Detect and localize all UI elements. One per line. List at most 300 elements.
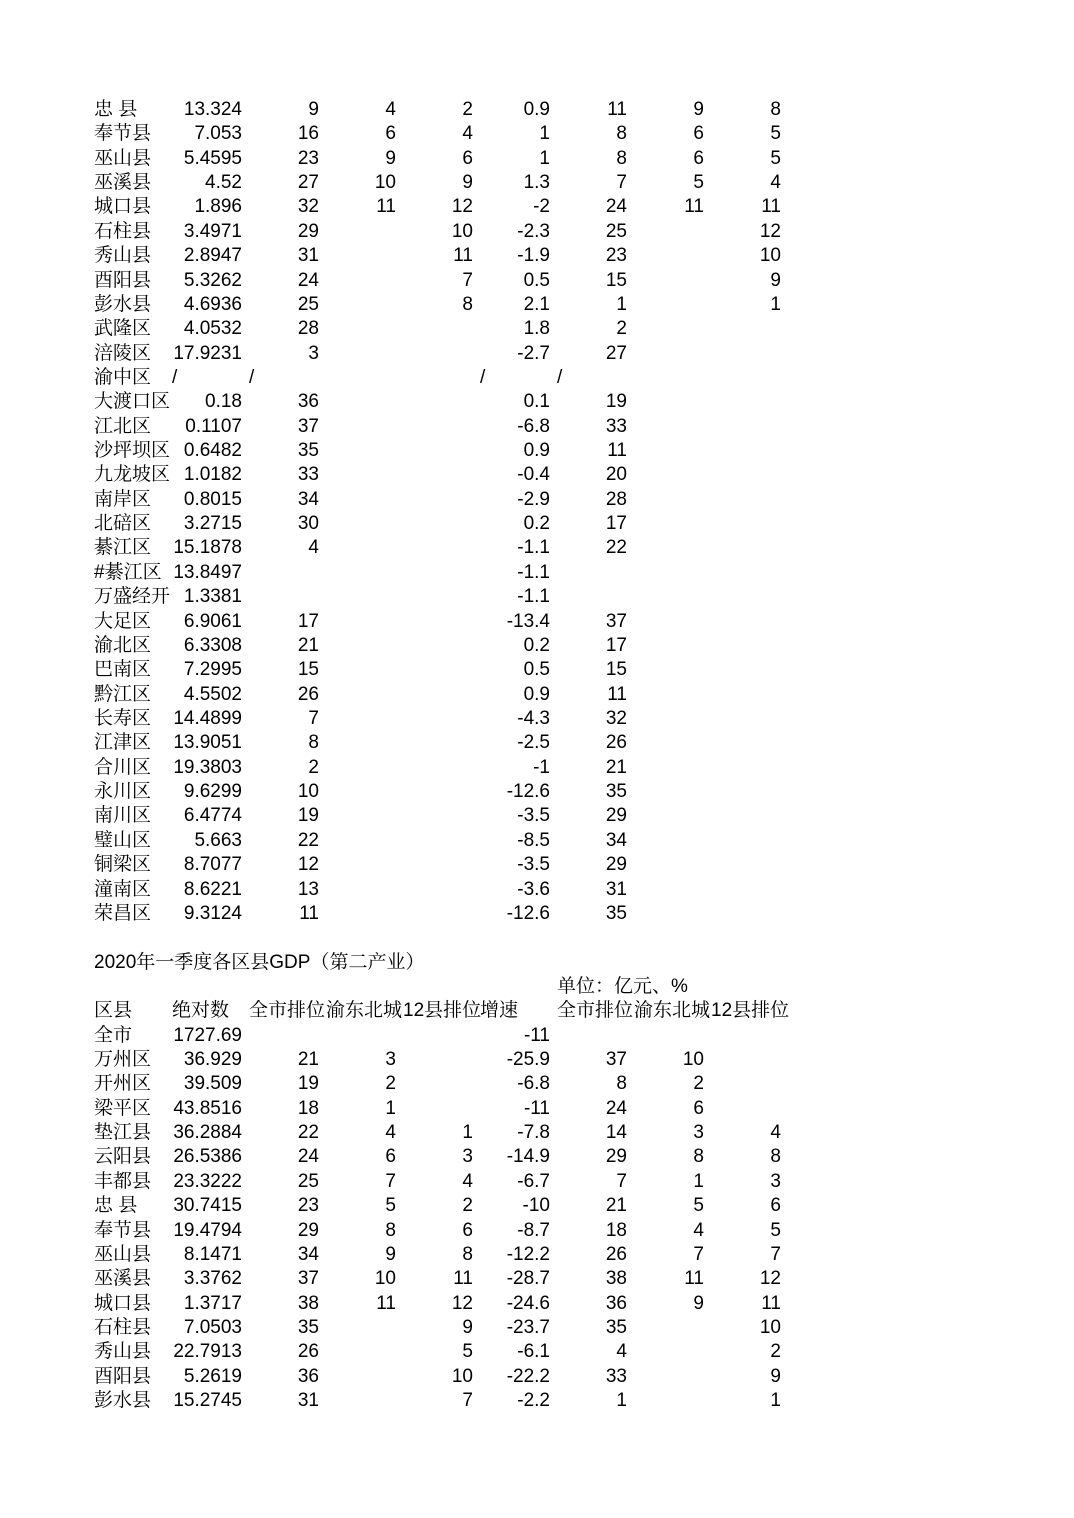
growth-rate: -2 [533, 196, 550, 218]
district-name: 大足区 [94, 610, 152, 632]
growth-city-rank: 33 [605, 1365, 627, 1387]
table-row [91, 536, 791, 560]
county12-rank [400, 561, 477, 585]
county12-rank [400, 878, 477, 902]
growth-rate: -0.4 [517, 464, 550, 486]
growth-city-rank: 32 [605, 707, 627, 729]
growth-northeast-rank [631, 561, 708, 585]
table-row [91, 98, 791, 122]
growth-city-rank: 26 [605, 1243, 627, 1265]
table-row [91, 122, 791, 146]
northeast-rank: 11 [376, 196, 396, 218]
district-name: 沙坪坝区 [94, 440, 171, 462]
absolute-value: 13.324 [183, 99, 242, 120]
growth-city-rank [554, 1024, 631, 1048]
growth-rate: -1.9 [517, 245, 550, 267]
growth-rate: 0.5 [523, 659, 550, 681]
growth-rate: 1.3 [523, 172, 550, 194]
growth-northeast-rank [631, 780, 708, 804]
growth-city-rank: 20 [605, 464, 627, 486]
growth-city-rank: 29 [605, 1146, 627, 1168]
city-rank: 21 [297, 634, 319, 656]
city-rank: 24 [297, 1146, 319, 1168]
growth-county12-rank [708, 439, 785, 463]
county12-rank: 12 [451, 196, 473, 218]
growth-county12-rank [708, 1024, 785, 1048]
absolute-value: 1.0182 [183, 464, 242, 486]
growth-city-rank: 18 [605, 1219, 627, 1241]
northeast-rank [323, 1024, 400, 1048]
district-name: 彭水县 [94, 293, 152, 315]
northeast-rank [323, 902, 400, 926]
table-row [91, 147, 791, 171]
table-row [91, 1267, 791, 1291]
growth-city-rank: 21 [605, 1195, 627, 1217]
absolute-value: 0.1107 [185, 415, 242, 437]
growth-county12-rank [708, 463, 785, 487]
growth-county12-rank: 9 [770, 1365, 781, 1387]
table-row [91, 1048, 791, 1072]
table-row [91, 1243, 791, 1267]
absolute-value: 26.5386 [173, 1146, 242, 1168]
county12-rank [400, 1072, 477, 1096]
district-name: 巫溪县 [94, 172, 152, 194]
northeast-rank [323, 829, 400, 853]
district-name: 梁平区 [94, 1097, 152, 1119]
growth-rate: -6.8 [517, 1073, 550, 1095]
growth-northeast-rank [631, 390, 708, 414]
growth-northeast-rank [631, 415, 708, 439]
growth-northeast-rank [631, 731, 708, 755]
county12-rank [400, 512, 477, 536]
district-name: 云阳县 [94, 1146, 152, 1168]
growth-county12-rank: 11 [761, 1292, 781, 1314]
northeast-rank: 11 [376, 1292, 396, 1314]
growth-rate: 1 [539, 123, 550, 145]
section2-table [91, 1024, 791, 1414]
county12-rank: 9 [462, 172, 473, 194]
growth-northeast-rank [631, 1024, 708, 1048]
table-row [91, 1365, 791, 1389]
table-row [91, 439, 791, 463]
county12-rank [400, 610, 477, 634]
growth-rate: -12.6 [506, 781, 550, 803]
district-name: 垫江县 [94, 1122, 152, 1144]
growth-rate: -2.3 [517, 220, 550, 242]
growth-county12-rank [708, 366, 785, 390]
growth-rate: -1 [533, 756, 550, 778]
growth-rate: 0.2 [523, 634, 550, 656]
city-rank: 27 [297, 172, 319, 194]
table-row [91, 683, 791, 707]
city-rank: 15 [297, 659, 319, 681]
growth-rate: 2.1 [523, 293, 550, 315]
header-growth-city-rank: 全市排位 [557, 1000, 634, 1022]
growth-city-rank: 29 [605, 805, 627, 827]
section1-table [91, 98, 791, 926]
absolute-value: 5.3262 [183, 269, 242, 291]
growth-rate: 0.5 [523, 269, 550, 291]
growth-city-rank: 7 [616, 172, 627, 194]
city-rank: 2 [308, 756, 319, 778]
district-name: 万州区 [94, 1049, 152, 1071]
table-row [91, 853, 791, 877]
growth-rate: -12.2 [506, 1243, 550, 1265]
county12-rank [400, 1097, 477, 1121]
district-name: 开州区 [94, 1073, 152, 1095]
city-rank: 3 [308, 342, 319, 364]
growth-northeast-rank: 4 [693, 1219, 704, 1241]
absolute-value: 1.3717 [183, 1292, 242, 1314]
growth-county12-rank: 12 [759, 220, 781, 242]
growth-county12-rank [708, 804, 785, 828]
growth-northeast-rank [631, 610, 708, 634]
absolute-value: 19.4794 [173, 1219, 242, 1241]
header-growth-rate: 增速 [480, 1000, 519, 1022]
city-rank: 23 [297, 147, 319, 169]
northeast-rank [323, 658, 400, 682]
growth-city-rank: 25 [605, 220, 627, 242]
absolute-value: 19.3803 [173, 756, 242, 778]
county12-rank [400, 780, 477, 804]
growth-county12-rank: 4 [770, 1122, 781, 1144]
growth-northeast-rank [631, 1365, 708, 1389]
northeast-rank: 4 [385, 99, 396, 120]
table-row [91, 195, 791, 219]
table-row [91, 269, 791, 293]
absolute-value: 15.1878 [173, 537, 242, 559]
city-rank: 23 [297, 1195, 319, 1217]
growth-northeast-rank: 9 [693, 99, 704, 120]
table-row [91, 244, 791, 268]
district-name: 秀山县 [94, 1341, 152, 1363]
growth-rate: -23.7 [506, 1316, 550, 1338]
district-name: 丰都县 [94, 1170, 152, 1192]
absolute-value: 4.0532 [183, 318, 242, 340]
growth-rate: -8.7 [517, 1219, 550, 1241]
table-row [91, 731, 791, 755]
district-name: 巴南区 [94, 659, 152, 681]
growth-northeast-rank: 2 [693, 1073, 704, 1095]
northeast-rank [323, 731, 400, 755]
northeast-rank: 4 [385, 1122, 396, 1144]
absolute-value: 5.2619 [183, 1365, 242, 1387]
city-rank: 19 [297, 1073, 319, 1095]
northeast-rank [323, 512, 400, 536]
growth-northeast-rank [631, 512, 708, 536]
growth-city-rank: 37 [605, 610, 627, 632]
county12-rank: 10 [451, 220, 473, 242]
northeast-rank [323, 780, 400, 804]
growth-county12-rank: 5 [770, 147, 781, 169]
county12-rank [400, 683, 477, 707]
table-row [91, 390, 791, 414]
growth-northeast-rank [631, 1316, 708, 1340]
growth-city-rank: 8 [616, 123, 627, 145]
city-rank: 37 [297, 415, 319, 437]
section2-title-row [91, 951, 791, 975]
county12-rank: 4 [462, 1170, 473, 1192]
header-absolute-value: 绝对数 [172, 1000, 230, 1022]
header-county12-rank: 12县排位 [403, 1000, 482, 1022]
city-rank: 22 [297, 1122, 319, 1144]
growth-county12-rank [708, 415, 785, 439]
district-name: 渝北区 [94, 634, 152, 656]
growth-city-rank: 37 [605, 1049, 627, 1071]
growth-northeast-rank [631, 1340, 708, 1364]
northeast-rank [323, 853, 400, 877]
growth-county12-rank [708, 488, 785, 512]
growth-city-rank: / [557, 366, 563, 388]
growth-county12-rank: 8 [770, 99, 781, 120]
county12-rank: 2 [462, 99, 473, 120]
growth-city-rank: 17 [605, 634, 627, 656]
growth-rate: 0.9 [523, 440, 550, 462]
growth-northeast-rank: 1 [693, 1170, 704, 1192]
county12-rank: 3 [462, 1146, 473, 1168]
table-row [91, 415, 791, 439]
district-name: 江津区 [94, 732, 152, 754]
growth-city-rank: 11 [607, 683, 627, 705]
growth-city-rank: 28 [605, 488, 627, 510]
city-rank: 22 [297, 829, 319, 851]
county12-rank: 7 [462, 1390, 473, 1412]
table-row [91, 902, 791, 926]
absolute-value: 39.509 [183, 1073, 242, 1095]
county12-rank [400, 463, 477, 487]
district-name: 涪陵区 [94, 342, 152, 364]
absolute-value: 4.52 [205, 172, 242, 194]
growth-rate: -8.5 [517, 829, 550, 851]
table-row [91, 1170, 791, 1194]
county12-rank [400, 317, 477, 341]
growth-northeast-rank [631, 756, 708, 780]
growth-rate: 1.8 [523, 318, 550, 340]
city-rank: 37 [297, 1268, 319, 1290]
table-row [91, 1072, 791, 1096]
table-row [91, 878, 791, 902]
growth-county12-rank: 5 [770, 123, 781, 145]
absolute-value: 36.929 [183, 1049, 242, 1071]
table-row [91, 171, 791, 195]
growth-city-rank: 7 [616, 1170, 627, 1192]
table-row [91, 220, 791, 244]
northeast-rank [323, 293, 400, 317]
city-rank: 21 [297, 1049, 319, 1071]
city-rank: 26 [297, 1341, 319, 1363]
section2-header-row [91, 999, 791, 1023]
absolute-value: 22.7913 [173, 1341, 242, 1363]
growth-rate: -13.4 [506, 610, 550, 632]
growth-rate: -1.1 [517, 561, 550, 583]
absolute-value: 13.8497 [173, 561, 242, 583]
growth-city-rank: 22 [605, 537, 627, 559]
county12-rank: 9 [462, 1316, 473, 1338]
growth-county12-rank: 9 [770, 269, 781, 291]
table-row [91, 1024, 791, 1048]
growth-northeast-rank [631, 902, 708, 926]
district-name: #綦江区 [94, 561, 162, 583]
growth-rate: 0.9 [523, 683, 550, 705]
northeast-rank [323, 1365, 400, 1389]
growth-county12-rank [708, 512, 785, 536]
city-rank: 31 [297, 245, 319, 267]
growth-county12-rank [708, 878, 785, 902]
growth-county12-rank: 2 [770, 1341, 781, 1363]
northeast-rank [323, 1389, 400, 1413]
growth-rate: -2.7 [517, 342, 550, 364]
growth-rate: -1.1 [517, 537, 550, 559]
growth-city-rank: 26 [605, 732, 627, 754]
city-rank: 12 [297, 854, 319, 876]
city-rank: 25 [297, 293, 319, 315]
growth-city-rank: 27 [605, 342, 627, 364]
absolute-value: 3.2715 [183, 513, 242, 535]
growth-county12-rank [708, 610, 785, 634]
growth-northeast-rank [631, 317, 708, 341]
absolute-value: 17.9231 [173, 342, 242, 364]
growth-county12-rank: 7 [770, 1243, 781, 1265]
county12-rank [400, 634, 477, 658]
absolute-value: 8.1471 [183, 1243, 242, 1265]
city-rank: 16 [297, 123, 319, 145]
growth-county12-rank [708, 1048, 785, 1072]
district-name: 江北区 [94, 415, 152, 437]
county12-rank: 2 [462, 1195, 473, 1217]
table-row [91, 634, 791, 658]
city-rank: 29 [297, 1219, 319, 1241]
growth-city-rank: 35 [605, 902, 627, 924]
district-name: 奉节县 [94, 1219, 152, 1241]
header-growth-county12-rank: 12县排位 [711, 1000, 790, 1022]
city-rank [246, 585, 323, 609]
district-name: 忠 县 [94, 99, 138, 120]
growth-rate: 0.9 [523, 99, 550, 120]
growth-county12-rank [708, 658, 785, 682]
table-row [91, 293, 791, 317]
table-row [91, 1194, 791, 1218]
district-name: 潼南区 [94, 878, 152, 900]
absolute-value: 0.8015 [183, 488, 242, 510]
growth-northeast-rank [631, 293, 708, 317]
growth-county12-rank: 12 [759, 1268, 781, 1290]
absolute-value: 30.7415 [173, 1195, 242, 1217]
growth-county12-rank: 10 [759, 245, 781, 267]
table-row [91, 1097, 791, 1121]
northeast-rank: 10 [374, 172, 396, 194]
growth-county12-rank [708, 634, 785, 658]
absolute-value: 14.4899 [173, 707, 242, 729]
table-row [91, 1219, 791, 1243]
growth-county12-rank [708, 683, 785, 707]
growth-county12-rank [708, 390, 785, 414]
absolute-value: 6.9061 [183, 610, 242, 632]
growth-city-rank: 8 [616, 1073, 627, 1095]
growth-city-rank: 29 [605, 854, 627, 876]
absolute-value: 8.7077 [183, 854, 242, 876]
district-name: 城口县 [94, 196, 152, 218]
county12-rank: 6 [462, 1219, 473, 1241]
growth-northeast-rank [631, 244, 708, 268]
county12-rank [400, 585, 477, 609]
absolute-value: 9.6299 [183, 781, 242, 803]
northeast-rank: 1 [385, 1097, 396, 1119]
city-rank: 36 [297, 391, 319, 413]
district-name: 南岸区 [94, 488, 152, 510]
growth-rate: -3.6 [517, 878, 550, 900]
growth-northeast-rank: 6 [693, 147, 704, 169]
growth-rate: -4.3 [517, 707, 550, 729]
table-row [91, 1340, 791, 1364]
northeast-rank [323, 561, 400, 585]
growth-rate: -12.6 [506, 902, 550, 924]
growth-county12-rank [708, 707, 785, 731]
growth-rate: / [480, 366, 486, 388]
northeast-rank [323, 585, 400, 609]
spreadsheet-page [91, 98, 791, 1413]
city-rank: 29 [297, 220, 319, 242]
table-row [91, 829, 791, 853]
table-row [91, 561, 791, 585]
growth-county12-rank [708, 1097, 785, 1121]
growth-northeast-rank [631, 585, 708, 609]
growth-county12-rank: 10 [759, 1316, 781, 1338]
northeast-rank: 9 [385, 147, 396, 169]
city-rank: 4 [308, 537, 319, 559]
growth-northeast-rank: 9 [693, 1292, 704, 1314]
city-rank: 28 [297, 318, 319, 340]
district-name: 石柱县 [94, 1316, 152, 1338]
growth-northeast-rank [631, 220, 708, 244]
absolute-value: 9.3124 [183, 902, 242, 924]
absolute-value: 1.3381 [183, 586, 242, 608]
growth-northeast-rank: 11 [684, 196, 704, 218]
growth-city-rank: 31 [605, 878, 627, 900]
growth-city-rank: 8 [616, 147, 627, 169]
growth-northeast-rank [631, 829, 708, 853]
blank-row [91, 926, 791, 950]
absolute-value: 3.3762 [183, 1268, 242, 1290]
county12-rank [400, 756, 477, 780]
growth-northeast-rank: 10 [682, 1049, 704, 1071]
northeast-rank [323, 878, 400, 902]
absolute-value: 7.0503 [183, 1316, 242, 1338]
section2-title: 2020年一季度各区县GDP（第二产业） [94, 951, 425, 973]
growth-county12-rank: 1 [770, 1390, 781, 1412]
district-name: 酉阳县 [94, 1365, 152, 1387]
city-rank: 8 [308, 732, 319, 754]
growth-rate: -11 [523, 1097, 550, 1119]
county12-rank [400, 804, 477, 828]
growth-city-rank: 38 [605, 1268, 627, 1290]
northeast-rank [323, 488, 400, 512]
county12-rank [400, 707, 477, 731]
county12-rank: 4 [462, 123, 473, 145]
growth-northeast-rank [631, 878, 708, 902]
northeast-rank [323, 683, 400, 707]
growth-northeast-rank: 7 [693, 1243, 704, 1265]
district-name: 黔江区 [94, 683, 152, 705]
northeast-rank: 7 [385, 1170, 396, 1192]
northeast-rank [323, 366, 400, 390]
city-rank: 38 [297, 1292, 319, 1314]
growth-northeast-rank [631, 634, 708, 658]
district-name: 忠 县 [94, 1195, 138, 1217]
absolute-value: 13.9051 [173, 732, 242, 754]
district-name: 巫溪县 [94, 1268, 152, 1290]
county12-rank: 8 [462, 293, 473, 315]
growth-rate: -22.2 [506, 1365, 550, 1387]
